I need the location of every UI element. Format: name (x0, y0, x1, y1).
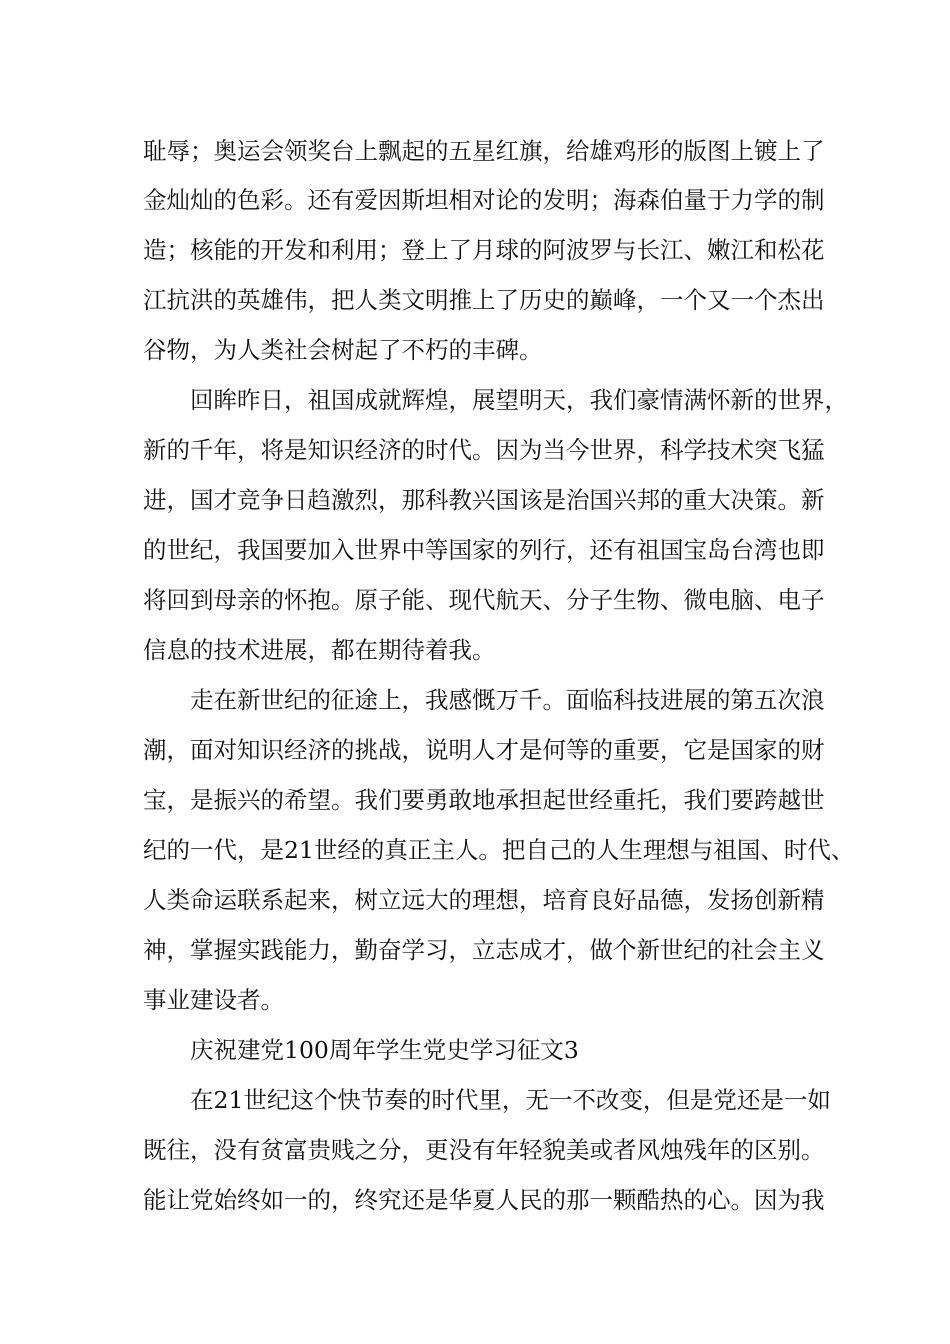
text-line: 既往，没有贫富贵贱之分，更没有年轻貌美或者风烛残年的区别。 (143, 1136, 825, 1164)
text-line: 纪的一代，是21世经的真正主人。把自己的人生理想与祖国、时代、 (143, 836, 855, 864)
text-line: 将回到母亲的怀抱。原子能、现代航天、分子生物、微电脑、电子 (143, 586, 825, 614)
text-line: 事业建设者。 (143, 986, 284, 1014)
paragraph-first-line: 在21世纪这个快节奏的时代里，无一不改变，但是党还是一如 (190, 1086, 831, 1114)
text-line: 谷物，为人类社会树起了不朽的丰碑。 (143, 336, 543, 364)
text-line: 造；核能的开发和利用；登上了月球的阿波罗与长江、嫩江和松花 (143, 236, 825, 264)
text-line: 江抗洪的英雄伟，把人类文明推上了历史的巅峰，一个又一个杰出 (143, 286, 825, 314)
text-line: 神，掌握实践能力，勤奋学习，立志成才，做个新世纪的社会主义 (143, 936, 825, 964)
text-line: 潮，面对知识经济的挑战，说明人才是何等的重要，它是国家的财 (143, 736, 825, 764)
text-line: 人类命运联系起来，树立远大的理想，培育良好品德，发扬创新精 (143, 886, 825, 914)
text-line: 新的千年，将是知识经济的时代。因为当今世界，科学技术突飞猛 (143, 436, 825, 464)
paragraph-first-line: 走在新世纪的征途上，我感慨万千。面临科技进展的第五次浪 (190, 686, 825, 714)
text-line: 金灿灿的色彩。还有爱因斯坦相对论的发明；海森伯量于力学的制 (143, 186, 825, 214)
section-heading: 庆祝建党100周年学生党史学习征文3 (190, 1036, 579, 1064)
text-line: 进，国才竞争日趋激烈，那科教兴国该是治国兴邦的重大决策。新 (143, 486, 825, 514)
text-line: 的世纪，我国要加入世界中等国家的列行，还有祖国宝岛台湾也即 (143, 536, 825, 564)
paragraph-first-line: 回眸昨日，祖国成就辉煌，展望明天，我们豪情满怀新的世界， (190, 386, 848, 414)
text-line: 宝，是振兴的希望。我们要勇敢地承担起世经重托，我们要跨越世 (143, 786, 825, 814)
text-line: 信息的技术进展，都在期待着我。 (143, 636, 496, 664)
text-line: 耻辱；奥运会领奖台上飘起的五星红旗，给雄鸡形的版图上镀上了 (143, 137, 825, 165)
text-line: 能让党始终如一的，终究还是华夏人民的那一颗酷热的心。因为我 (143, 1186, 825, 1214)
